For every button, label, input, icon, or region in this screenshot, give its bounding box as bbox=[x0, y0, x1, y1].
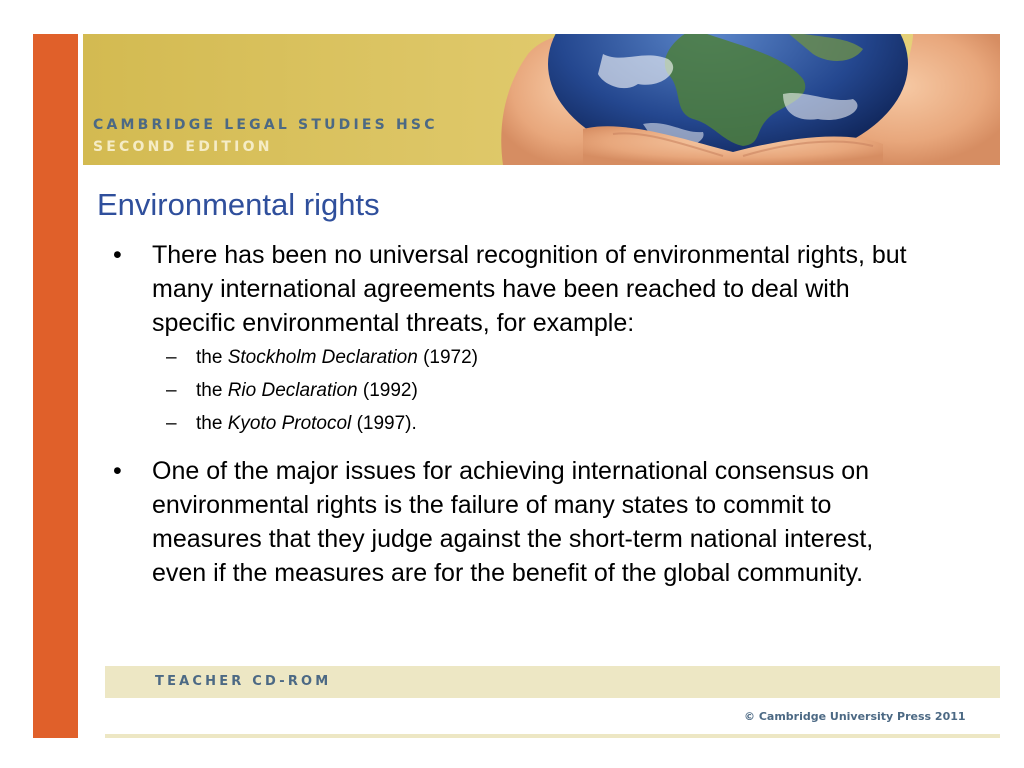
agreement-year: (1972) bbox=[423, 347, 478, 368]
bullet-icon: • bbox=[113, 241, 122, 269]
bullet-text: There has been no universal recognition of environmental rights, but many international agreements have been reached to deal with specific environmental threats, for example: bbox=[152, 241, 907, 337]
bullet-item bbox=[113, 454, 923, 590]
footer-band bbox=[105, 666, 1000, 698]
header-banner bbox=[83, 34, 1000, 165]
copyright-notice: © Cambridge University Press 2011 bbox=[744, 710, 966, 723]
agreement-name: Rio Declaration bbox=[227, 380, 358, 401]
bullet-text: One of the major issues for achieving international consensus on environmental rights is the failure of many states to commit to measures that they judge against the short-term national interest, even if the measures are for the benefit of the global community. bbox=[152, 457, 874, 587]
sub-item-prefix: the bbox=[196, 347, 223, 368]
agreement-year: (1997). bbox=[356, 413, 417, 434]
bullet-item bbox=[113, 238, 923, 340]
agreement-name: Kyoto Protocol bbox=[227, 413, 352, 434]
sub-list-item bbox=[166, 413, 417, 435]
left-accent-bar bbox=[33, 34, 78, 738]
sub-list-item bbox=[166, 347, 478, 369]
sub-list-item bbox=[166, 380, 418, 402]
bullet-icon: • bbox=[113, 457, 122, 485]
footer-label: TEACHER CD-ROM bbox=[155, 674, 332, 689]
sub-item-prefix: the bbox=[196, 380, 223, 401]
agreement-name: Stockholm Declaration bbox=[227, 347, 418, 368]
footer-divider bbox=[105, 734, 1000, 738]
dash-icon: – bbox=[166, 347, 177, 368]
publication-title: CAMBRIDGE LEGAL STUDIES HSC bbox=[93, 117, 438, 133]
slide-title: Environmental rights bbox=[97, 187, 380, 222]
agreement-year: (1992) bbox=[362, 380, 418, 401]
dash-icon: – bbox=[166, 380, 177, 401]
sub-item-prefix: the bbox=[196, 413, 223, 434]
edition-label: SECOND EDITION bbox=[93, 139, 273, 155]
dash-icon: – bbox=[166, 413, 177, 434]
